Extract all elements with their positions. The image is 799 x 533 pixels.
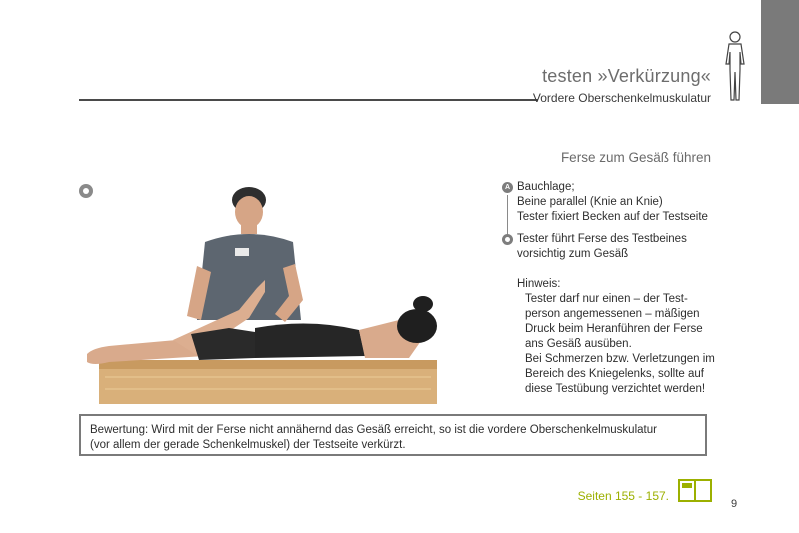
step-line: Tester fixiert Becken auf der Testseite xyxy=(517,211,708,223)
step-b xyxy=(500,232,720,262)
step-line: Beine parallel (Knie an Knie) xyxy=(517,196,663,208)
step-a-badge-icon: A xyxy=(502,182,513,193)
hint-line: Tester darf nur einen – der Test- xyxy=(525,293,688,305)
patient-figure xyxy=(87,280,437,364)
hint-label: Hinweis: xyxy=(517,278,561,290)
page-title: testen »Verkürzung« xyxy=(542,66,711,86)
chapter-side-tab xyxy=(761,0,799,104)
hint-line: ans Gesäß ausüben. xyxy=(525,338,632,350)
hint-line: Druck beim Heranführen der Ferse xyxy=(525,323,703,335)
hint-line: diese Testübung verzichtet werden! xyxy=(525,383,706,395)
tester-figure xyxy=(187,187,303,322)
assessment-line: (vor allem der gerade Schenkelmuskel) der Testseite verkürzt. xyxy=(90,439,406,451)
ring-bullet-icon xyxy=(502,234,513,245)
instruction-steps xyxy=(500,180,720,397)
hint-block xyxy=(500,277,720,397)
assessment-line: Bewertung: Wird mit der Ferse nicht annähernd das Gesäß erreicht, so ist die vordere Oberschenkelmuskulatur xyxy=(90,424,657,436)
assessment-box xyxy=(79,414,707,456)
step-line: vorsichtig zum Gesäß xyxy=(517,248,629,260)
page-number: 9 xyxy=(731,498,738,510)
section-title: Ferse zum Gesäß führen xyxy=(560,150,711,165)
step-a xyxy=(500,180,720,225)
standing-person-icon xyxy=(718,30,752,104)
book-pages-icon[interactable] xyxy=(678,479,712,502)
hint-line: Bereich des Kniegelenks, sollte auf xyxy=(525,368,704,380)
step-line: Tester führt Ferse des Testbeines xyxy=(517,233,687,245)
test-photo xyxy=(79,180,484,408)
hint-line: Bei Schmerzen bzw. Verletzungen im xyxy=(525,353,715,365)
page-subtitle: Vordere Oberschenkelmuskulatur xyxy=(532,91,711,105)
hint-line: person angemessenen – mäßigen xyxy=(525,308,700,320)
step-line: Bauchlage; xyxy=(517,181,575,193)
pages-reference-link[interactable]: Seiten 155 - 157. xyxy=(577,489,669,503)
header-divider xyxy=(79,99,538,101)
ring-bullet-icon xyxy=(79,184,93,198)
